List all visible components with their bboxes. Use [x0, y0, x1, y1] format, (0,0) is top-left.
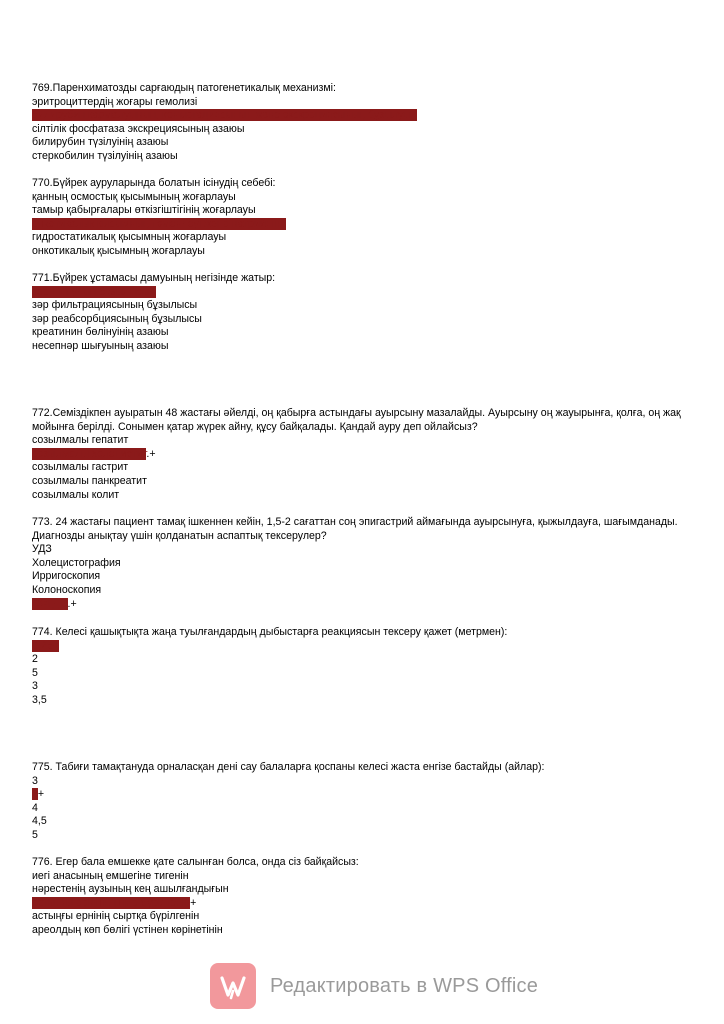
answer-option: эритроциттердің жоғары гемолизі [32, 95, 198, 108]
wps-logo-glyph [218, 971, 248, 1001]
answer-option-correct [32, 598, 692, 612]
answer-option-correct [32, 286, 692, 300]
answer-option: созылмалы гастрит [32, 461, 129, 474]
correct-answer-highlight: созылмалы холецистит [32, 447, 147, 460]
answer-option: қанның осмостық қысымының жоғарлауы [32, 190, 236, 203]
question-772 [32, 407, 692, 502]
answer-option: Колоноскопия [32, 583, 102, 596]
answer-option: астыңғы ернінің сыртқа бүрілгенін [32, 910, 200, 923]
question-stem: 776. Егер бала емшекке қате салынған болса, онда сіз байқайсыз: [32, 856, 359, 868]
question-stem: 771.Бүйрек ұстамасы дамуының негізінде жатыр: [32, 272, 276, 284]
answer-option: Холецистография [32, 556, 121, 569]
question-stem: 770.Бүйрек ауруларында болатын ісінудің себебі: [32, 177, 276, 189]
answer-option: тамыр қабырғалары өткізгіштігінің жоғарлауы [32, 204, 256, 217]
question-770 [32, 177, 692, 259]
answer-option: онкотикалық қысымның жоғарлауы [32, 244, 205, 257]
answer-option: 3 [32, 680, 38, 693]
answer-option: креатинин бөлінуінің азаюы [32, 326, 169, 339]
answer-option: 3 [32, 774, 38, 787]
question-776 [32, 856, 692, 938]
wps-edit-label[interactable]: Редактировать в WPS Office [270, 974, 539, 997]
question-773 [32, 516, 692, 611]
answer-option: УДЗ [32, 543, 52, 556]
correct-answer-marker: .+ [67, 597, 77, 610]
answer-option-correct [32, 218, 692, 232]
question-stem: 772.Семіздікпен ауыратын 48 жастағы әйелді, оң қабырға астындағы ауырсыну мазалайды. Ауырсыну оң жауырынға, қолға, оң жақ мойынға берілді. Сонымен қатар жүрек айну, құсу байқалады. Қандай ауру деп ойлайсыз? [32, 407, 681, 433]
correct-answer-marker: + [190, 896, 197, 909]
answer-option: иегі анасының емшегіне тигенін [32, 869, 189, 882]
question-stem: 774. Келесі қашықтықта жаңа туылғандардың дыбыстарға реакциясын тексеру қажет (метрмен): [32, 626, 508, 638]
correct-answer-highlight: онкотикалық қысымның төмендеуі және натрийдің+ [32, 217, 287, 230]
answer-option-correct [32, 788, 692, 802]
question-775 [32, 761, 692, 843]
answer-option: Ирригоскопия [32, 570, 101, 583]
correct-answer-highlight: билирубин қармалуының, конъюгациясының және экскрециясының бұзылуы+ [32, 109, 417, 122]
answer-option: созылмалы колит [32, 488, 120, 501]
correct-answer-highlight: 6 [32, 788, 38, 801]
answer-option: 2 [32, 653, 38, 666]
question-stem: 769.Паренхиматозды сарғаюдың патогенетикалық механизмі: [32, 82, 336, 94]
answer-option: билирубин түзілуінің азаюы [32, 136, 169, 149]
correct-answer-highlight: зәр шығудың бұзылысы+ [32, 285, 156, 298]
answer-option: стеркобилин түзілуінің азаюы [32, 149, 178, 162]
answer-option: несепнәр шығуының азаюы [32, 339, 169, 352]
question-stem: 775. Табиғи тамақтануда орналасқан дені сау балаларға қоспаны келесі жаста енгізе бастайды (айлар): [32, 761, 545, 773]
answer-option: созылмалы панкреатит [32, 474, 147, 487]
correct-answer-marker: + [37, 788, 45, 801]
answer-option-correct [32, 448, 692, 462]
question-774 [32, 626, 692, 708]
answer-option: ареолдың көп бөлігі үстінен көрінетінін [32, 923, 223, 936]
answer-option-correct [32, 640, 692, 654]
answer-option: зәр реабсорбциясының бұзылысы [32, 312, 202, 325]
correct-answer-highlight: 0,25+ [32, 639, 59, 652]
answer-option: 4,5 [32, 815, 47, 828]
answer-option: 3,5 [32, 693, 47, 706]
answer-option: 5 [32, 828, 38, 841]
answer-option: 5 [32, 666, 38, 679]
answer-option: созылмалы гепатит [32, 434, 129, 447]
wps-edit-banner[interactable] [210, 960, 550, 1012]
correct-answer-highlight: ЭФГДС [32, 597, 68, 610]
question-769 [32, 82, 692, 164]
answer-option: нәрестенің аузының кең ашылғандығын [32, 883, 229, 896]
answer-option-correct [32, 897, 692, 911]
question-stem: 773. 24 жастағы пациент тамақ ішкеннен кейін, 1,5-2 сағаттан соң эпигастрий аймағында ауырсынуға, қыжылдауға, шағымданады. Диагнозды анықтау үшін қолданатын аспаптық тексерулер? [32, 516, 678, 542]
answer-option-correct [32, 109, 692, 123]
answer-option: сілтілік фосфатаза экскрециясының азаюы [32, 122, 245, 135]
correct-answer-marker: .+ [146, 447, 156, 460]
answer-option: 4 [32, 801, 38, 814]
correct-answer-highlight: астыңғы ернінің ішіне бүрілгенін [32, 896, 191, 909]
wps-logo-icon [210, 963, 256, 1009]
answer-option: гидростатикалық қысымның жоғарлауы [32, 231, 227, 244]
answer-option: зәр фильтрациясының бұзылысы [32, 299, 198, 312]
question-771 [32, 272, 692, 354]
